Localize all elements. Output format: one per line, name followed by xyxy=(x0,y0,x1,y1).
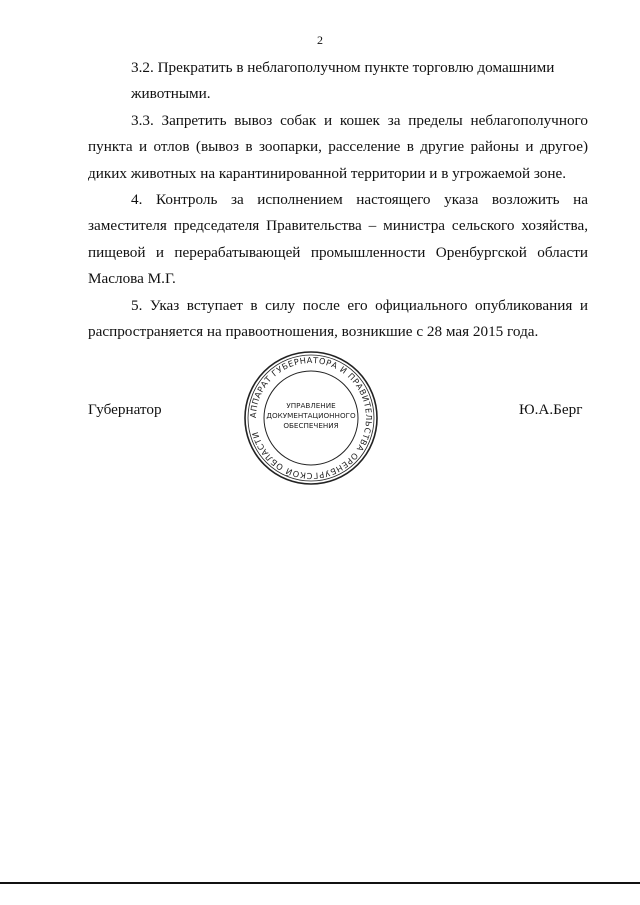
official-seal xyxy=(243,350,379,486)
text-line: 5. Указ вступает в силу после его официального опубликования и xyxy=(131,296,588,314)
paragraph-4 xyxy=(88,187,588,293)
paragraph-3-2 xyxy=(88,55,588,108)
seal-outer-text: АППАРАТ ГУБЕРНАТОРА И ПРАВИТЕЛЬСТВА ОРЕНБУРГСКОЙ ОБЛАСТИ xyxy=(247,354,375,482)
text-line: пищевой и перерабатывающей промышленности Оренбургской области xyxy=(88,243,588,261)
bottom-rule xyxy=(0,882,640,884)
text-line: заместителя председателя Правительства – министра сельского хозяйства, xyxy=(88,217,588,235)
paragraph-3-3 xyxy=(88,108,588,187)
document-body xyxy=(88,55,588,345)
seal-inner-line: УПРАВЛЕНИЕ xyxy=(286,401,336,410)
seal-inner-line: ДОКУМЕНТАЦИОННОГО xyxy=(266,411,356,420)
text-line: диких животных на карантинированной территории и в угрожаемой зоне. xyxy=(88,164,567,182)
text-line: 4. Контроль за исполнением настоящего указа возложить на xyxy=(131,191,588,209)
page-number: 2 xyxy=(317,33,323,47)
text-line: 3.3. Запретить вывоз собак и кошек за пределы неблагополучного xyxy=(131,111,588,129)
signatory-name: Ю.А.Берг xyxy=(519,401,583,418)
text-line: Маслова М.Г. xyxy=(88,270,176,288)
seal-inner-line: ОБЕСПЕЧЕНИЯ xyxy=(283,421,339,430)
text-line: животными. xyxy=(131,85,211,103)
text-line: распространяется на правоотношения, возникшие с 28 мая 2015 года. xyxy=(88,323,539,341)
signatory-title: Губернатор xyxy=(88,401,162,418)
text-line: пункта и отлов (вывоз в зоопарки, расселение в другие районы и другое) xyxy=(88,138,588,156)
paragraph-5 xyxy=(88,293,588,346)
text-line: 3.2. Прекратить в неблагополучном пункте торговлю домашними xyxy=(131,59,555,76)
